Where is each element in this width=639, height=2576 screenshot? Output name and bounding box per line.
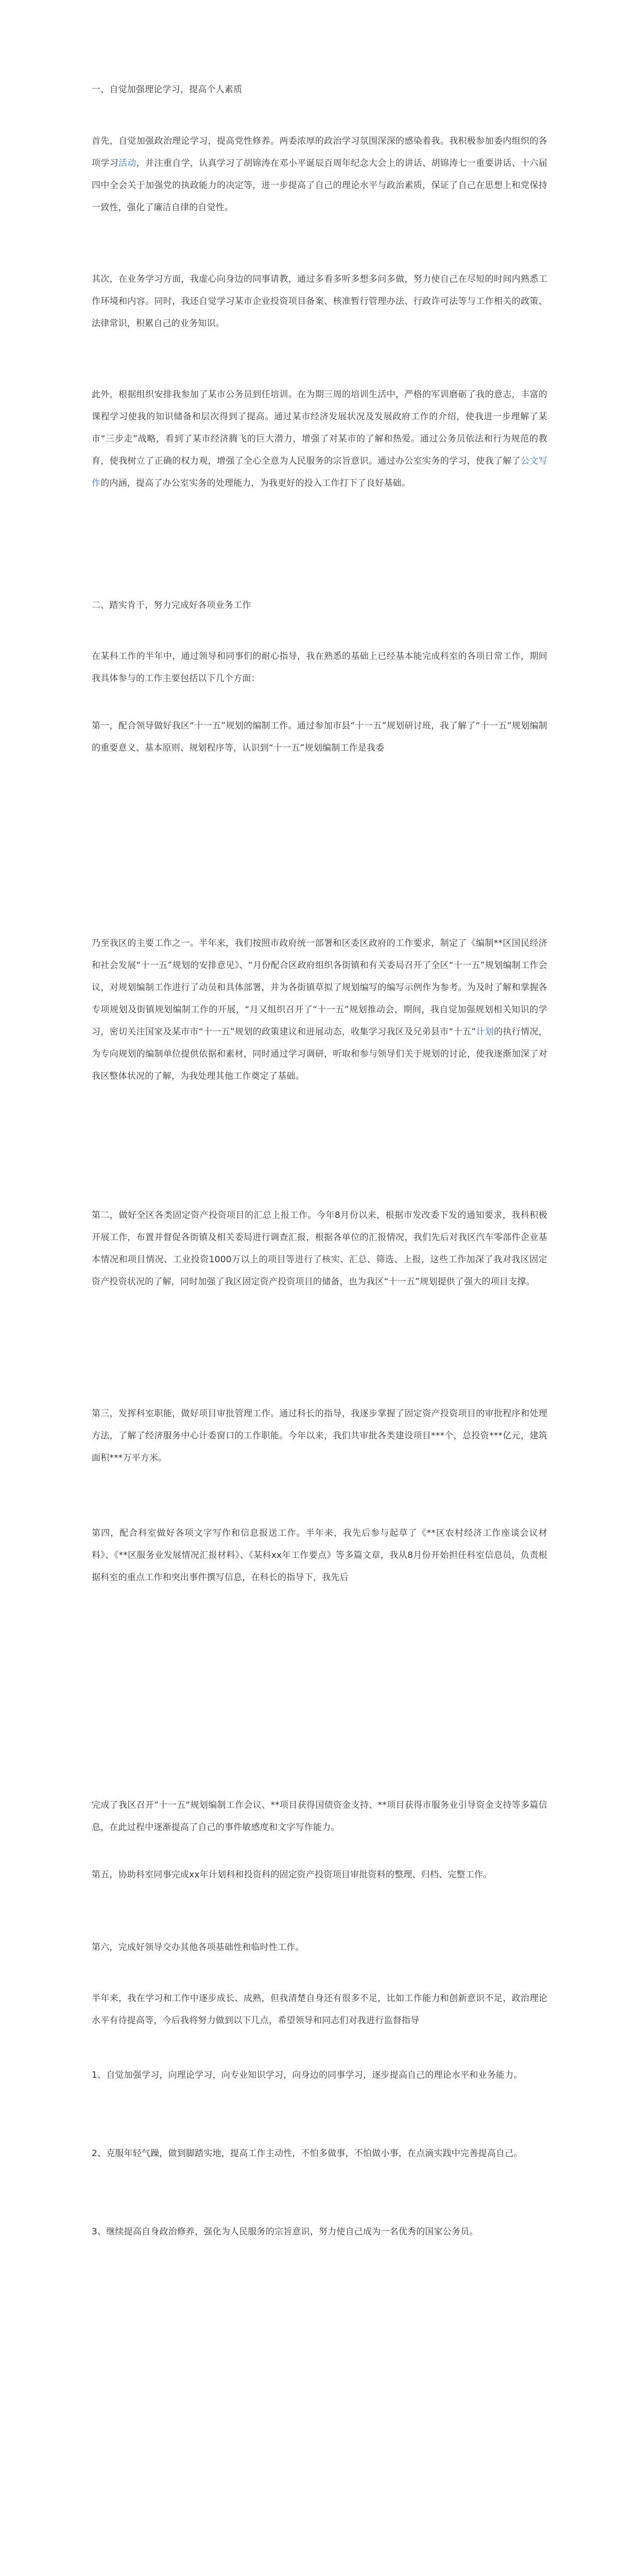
paragraph-first-item: 第一，配合领导做好我区“十一五”规划的编制工作。通过参加市县“十一五”规划研讨班，我了解了“十一五”规划编制的重要意义、基本原则、规划程序等，认识到“十一五”规划编制工作是我委 (92, 721, 547, 753)
paragraph-third-item: 第三，发挥科室职能，做好项目审批管理工作。通过科长的指导，我逐步掌握了固定资产投资项目的审批程序和处理方法，了解了经济服务中心计委窗口的工作职能。今年以来，我们共审批各类建设项目***个，总投资***亿元，建筑面积***万平方米。 (92, 1409, 547, 1463)
text: 的执行情况，为专向规划的编制单位提供依据和素材，同时通过学习调研，听取和参与领导们关于规划的讨论，使我逐渐加深了对我区整体状况的了解，为我处理其他工作奠定了基础。 (92, 1027, 547, 1081)
text: 乃至我区的主要工作之一。半年来，我们按照市政府统一部署和区委区政府的工作要求，制定了《编制**区国民经济和社会发展“十一五”规划的安排意见》、“月份配合区政府组织各街镇和有关委局召开了全区“十一五”规划编制工作会议，对规划编制工作进行了动员和具体部署，并为各街镇草拟了规划编写的编写示例作为参考。为及时了解和掌握各专项规划及街镇规划编制工作的开展，“月又组织召开了“十一五”规划推动会，期间，我自觉加强规划相关知识的学习，密切关注国家及某市市“十一五”规划的政策建议和进展动态，收集学习我区及兄弟县市“十五” (92, 938, 547, 1037)
text: 的内涵，提高了办公室实务的处理能力，为我更好的投入工作打下了良好基础。 (100, 478, 411, 488)
document-writing-link[interactable]: 公文写作 (92, 456, 547, 488)
paragraph-goal-1: 1、自觉加强学习，向理论学习，向专业知识学习，向身边的同事学习，逐步提高自己的理论水平和业务能力。 (92, 2070, 523, 2080)
paragraph-training (92, 384, 547, 495)
section-heading-1: 一、自觉加强理论学习，提高个人素质 (92, 84, 243, 95)
text: 首先，自觉加强政治理论学习，提高党性修养。两委浓厚的政治学习氛围深深的感染着我。我积极参加委内组织的各项学习 (92, 136, 547, 168)
plan-link[interactable]: 计划 (476, 1027, 494, 1037)
paragraph-theory-study (92, 130, 547, 219)
paragraph-business-study: 其次，在业务学习方面，我虚心向身边的同事请教，通过多看多听多想多问多做，努力使自己在尽短的时间内熟悉工作环境和内容。同时，我还自觉学习某市企业投资项目备案、核准暂行管理办法、行政许可法等与工作相关的政策、法律常识，积累自己的业务知识。 (92, 274, 547, 329)
paragraph-self-assessment: 半年来，我在学习和工作中逐步成长、成熟，但我清楚自身还有很多不足，比如工作能力和创新意识不足，政治理论水平有待提高等，今后我将努力做到以下几点，希望领导和同志们对我进行监督指导 (92, 1993, 547, 2026)
paragraph-work-intro: 在某科工作的半年中，通过领导和同事们的耐心指导，我在熟悉的基础上已经基本能完成科室的各项日常工作，期间我具体参与的工作主要包括以下几个方面： (92, 651, 547, 684)
text: ，并注重自学，认真学习了胡锦涛在邓小平诞辰百周年纪念大会上的讲话、胡锦涛七一重要讲话、十六届四中全会关于加强党的执政能力的决定等，进一步提高了自己的理论水平与政治素质，保证了自己在思想上和党保持一致性，强化了廉洁自律的自觉性。 (92, 158, 547, 213)
paragraph-sixth-item: 第六，完成好领导交办其他各项基础性和临时性工作。 (92, 1942, 304, 1953)
paragraph-goal-2: 2、克服年轻气躁，做到脚踏实地，提高工作主动性，不怕多做事，不怕做小事，在点滴实践中完善提高自己。 (92, 2148, 523, 2159)
paragraph-fourth-item: 第四，配合科室做好各项文字写作和信息报送工作。半年来，我先后参与起草了《**区农村经济工作座谈会议材料》、《**区服务业发展情况汇报材料》、《某科xx年工作要点》等多篇文章，我从8月份开始担任科室信息员，负责根据科室的重点工作和突出事件撰写信息，在科长的指导下，我先后 (92, 1528, 547, 1583)
section-heading-2: 二、踏实肯干，努力完成好各项业务工作 (92, 600, 251, 611)
activity-link[interactable]: 活动 (118, 158, 136, 168)
paragraph-fourth-item-continued: 完成了我区召开“十一五”规划编制工作会议、**项目获得国债资金支持、**项目获得市服务业引导资金支持等多篇信息，在此过程中逐渐提高了自己的事件敏感度和文字写作能力。 (92, 1800, 547, 1833)
paragraph-first-item-continued (92, 933, 547, 1088)
text: 此外，根据组织安排我参加了某市公务员到任培训。在为期三周的培训生活中，严格的军训磨砺了我的意志，丰富的课程学习使我的知识储备和层次得到了提高。通过某市经济发展状况及发展政府工作的介绍，使我进一步理解了某市“三步走”战略，看到了某市经济腾飞的巨大潜力，增强了对某市的了解和热爱。通过公务员依法和行为规范的教育，使我树立了正确的权力观，增强了全心全意为人民服务的宗旨意识。通过办公室实务的学习，使我了解了 (92, 389, 547, 466)
paragraph-fifth-item: 第五，协助科室同事完成xx年计划科和投资科的固定资产投资项目审批资料的整理、归档、完整工作。 (92, 1870, 492, 1880)
paragraph-goal-3: 3、继续提高自身政治修养，强化为人民服务的宗旨意识，努力使自己成为一名优秀的国家公务员。 (92, 2227, 478, 2237)
paragraph-second-item: 第二，做好全区各类固定资产投资项目的汇总上报工作。今年8月份以来，根据市发改委下发的通知要求，我科积极开展工作，布置并督促各街镇及相关委局进行调查汇报，根据各单位的汇报情况，我们先后对我区汽车零部件企业基本情况和项目情况、工业投资1000万以上的项目等进行了核实、汇总、筛选、上报，这些工作加深了我对我区固定资产投资状况的了解，同时加强了我区固定资产投资项目的储备，也为我区“十一五”规划提供了强大的项目支撑。 (92, 1210, 547, 1287)
